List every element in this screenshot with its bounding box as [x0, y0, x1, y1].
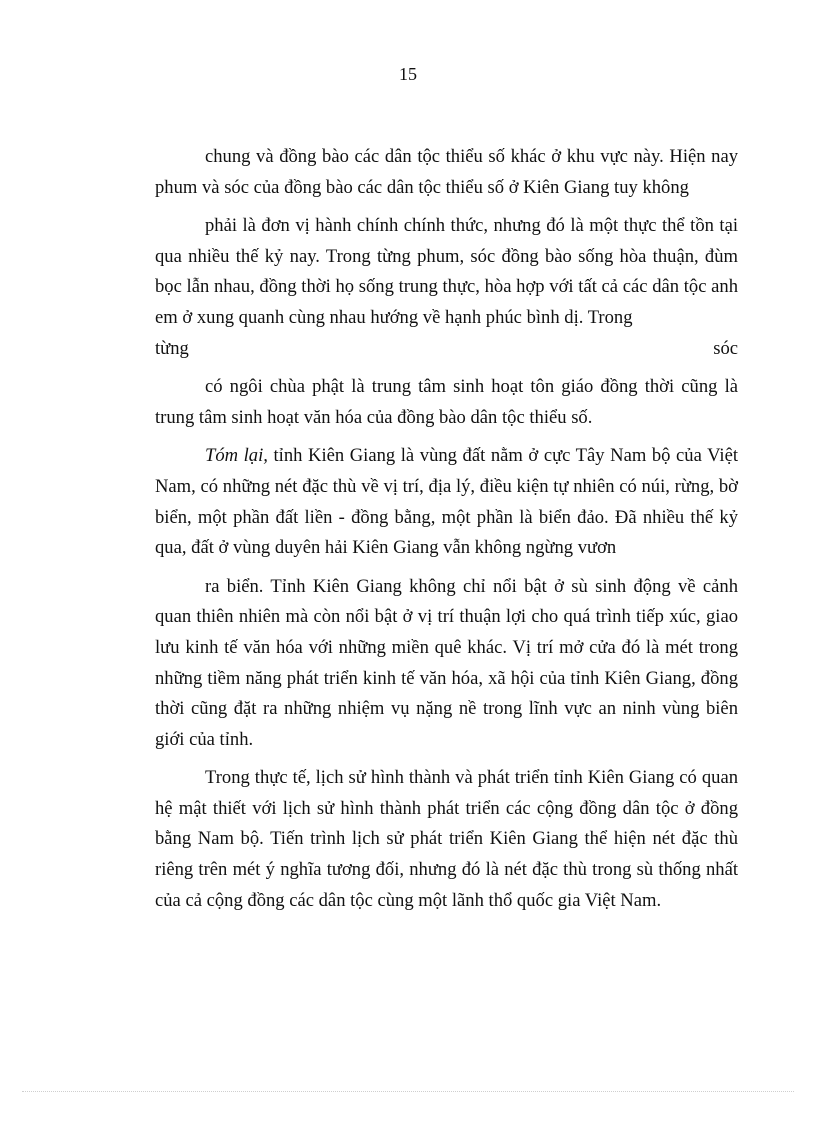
paragraph-6: ra biển. Tỉnh Kiên Giang không chỉ nổi bật ở sù sinh động về cảnh quan thiên nhiên mà còn nổi bật ở vị trí thuận lợi cho quá trình tiếp xúc, giao lưu kinh tế văn hóa với những miền quê khác. Vị trí mở cửa đó là mét trong những tiềm năng phát triển kinh tế văn hóa, xã hội của tỉnh Kiên Giang, đồng thời cũng đặt ra những nhiệm vụ nặng nề trong lĩnh vực an ninh vùng biên giới của tỉnh. [155, 575, 738, 750]
paragraph-7: Trong thực tế, lịch sử hình thành và phát triển tỉnh Kiên Giang có quan hệ mật thiết với lịch sử hình thành phát triển các cộng đồng dân tộc ở đồng bằng Nam bộ. Tiến trình lịch sử phát triển Kiên Giang thể hiện nét đặc thù riêng trên mét ý nghĩa tương đối, nhưng đó là nét đặc thù trong sù thống nhất của cả cộng đồng các dân tộc cùng một lãnh thổ quốc gia Việt Nam. [155, 767, 738, 911]
italic-lead: Tóm lại, [205, 445, 268, 467]
paragraph-5-text: tỉnh Kiên Giang là vùng đất nằm ở cực Tây Nam bộ của Việt Nam, có những nét đặc thù về vị trí, địa lý, điều kiện tự nhiên có núi, rừng, bờ biển, một phần đất liền - đồng bằng, một phần là biển đảo. Đã nhiều thế kỷ qua, đất ở vùng duyên hải Kiên Giang vẫn không ngừng vươn [155, 445, 738, 559]
word-left: từng [155, 337, 189, 359]
document-body [155, 142, 738, 924]
footer-divider [22, 1091, 794, 1092]
paragraph-4: có ngôi chùa phật là trung tâm sinh hoạt tôn giáo đồng thời cũng là trung tâm sinh hoạt văn hóa của đồng bào dân tộc thiểu số. [155, 376, 738, 428]
paragraph-1: chung và đồng bào các dân tộc thiểu số khác ở khu vực này. Hiện nay phum và sóc của đồng bào các dân tộc thiểu số ở Kiên Giang tuy không [155, 146, 738, 198]
word-right: sóc [713, 337, 738, 359]
paragraph-5 [155, 441, 738, 563]
paragraph-2: phải là đơn vị hành chính chính thức, nhưng đó là một thực thể tồn tại qua nhiều thế kỷ nay. Trong từng phum, sóc đồng bào sống hòa thuận, đùm bọc lẫn nhau, đồng thời họ sống trung thực, hòa hợp với tất cả các dân tộc anh em ở xung quanh cùng nhau hướng về hạnh phúc bình dị. Trong [155, 215, 738, 328]
paragraph-3-line [155, 334, 738, 365]
page-number: 15 [399, 64, 417, 84]
